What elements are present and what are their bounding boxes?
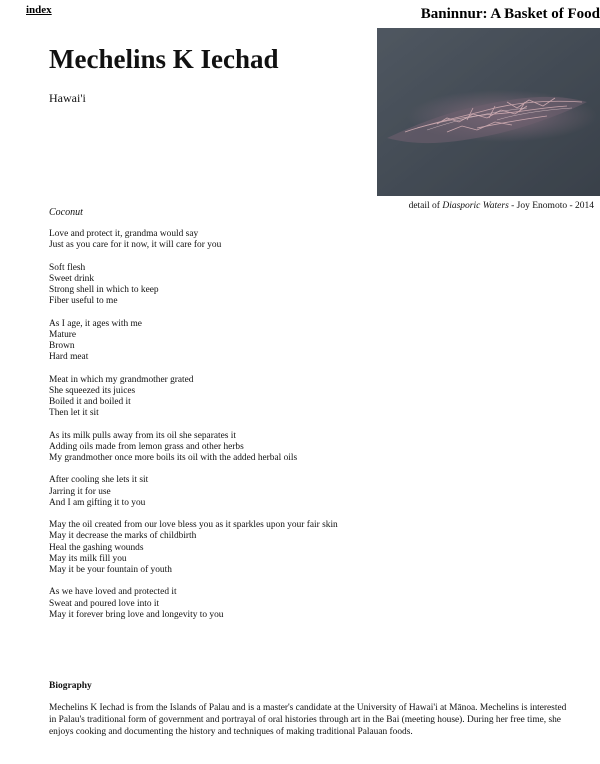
index-link[interactable]: index (26, 4, 52, 16)
poem-stanza (49, 475, 569, 509)
poet-location: Hawai'i (49, 91, 86, 105)
poem-line: And I am gifting it to you (49, 497, 146, 508)
poem-line: Sweat and poured love into it (49, 598, 160, 609)
poem-line: Boiled it and boiled it (49, 397, 131, 407)
artwork-image (377, 28, 600, 196)
poem-line: Adding oils made from lemon grass and other herbs (49, 441, 244, 452)
poem-line: As I age, it ages with me (49, 318, 142, 329)
poem-body (49, 229, 569, 632)
poem-line: Soft flesh (49, 262, 86, 273)
artwork-caption (409, 201, 594, 211)
poem-line: Jarring it for use (49, 486, 111, 497)
caption-suffix: - Joy Enomoto - 2014 (508, 201, 594, 211)
poem-line: Hard meat (49, 352, 89, 363)
poem-title: Coconut (49, 207, 83, 218)
poem-line: Brown (49, 341, 75, 351)
poem-line: May the oil created from our love bless you as it sparkles upon your fair skin (49, 520, 338, 531)
poem-stanza (49, 375, 569, 420)
poem-line: As we have loved and protected it (49, 587, 177, 598)
poem-line: Then let it sit (49, 408, 99, 419)
biography-text: Mechelins K Iechad is from the Islands of Palau and is a master's candidate at the University of Hawai'i at Mānoa. Mechelins is interested in Palau's traditional form of government and portrayal of oral histories through art in the Bai (meeting house). During her free time, she enjoys cooking and documenting the history and techniques of making traditional Palauan foods. (49, 703, 567, 738)
site-title: Baninnur: A Basket of Food (420, 6, 600, 22)
poem-line: Strong shell in which to keep (49, 285, 159, 295)
caption-prefix: detail of (408, 201, 443, 211)
poem-line: My grandmother once more boils its oil with the added herbal oils (49, 453, 298, 463)
poem-line: She squeezed its juices (49, 385, 136, 396)
poet-name: Mechelins K Iechad (49, 44, 279, 74)
poem-stanza (49, 587, 569, 621)
poem-line: May its milk fill you (49, 553, 127, 564)
poem-line: Meat in which my grandmother grated (49, 374, 194, 385)
poem-line: Sweet drink (49, 273, 95, 284)
poem-line: Fiber useful to me (49, 296, 118, 307)
poem-stanza (49, 263, 569, 308)
poem-stanza (49, 520, 569, 576)
poem-line: May it decrease the marks of childbirth (49, 531, 197, 542)
poem-line: Love and protect it, grandma would say (49, 229, 199, 239)
poem-line: Heal the gashing wounds (49, 542, 144, 553)
poem-stanza (49, 319, 569, 364)
biography-heading: Biography (49, 681, 92, 691)
poem-line: As its milk pulls away from its oil she separates it (49, 430, 236, 441)
poem-line: Just as you care for it now, it will care for you (49, 240, 222, 251)
poem-line: May it forever bring love and longevity to you (49, 609, 224, 620)
poem-line: May it be your fountain of youth (49, 565, 172, 575)
poem-line: Mature (49, 329, 77, 340)
poem-stanza (49, 229, 569, 251)
poem-line: After cooling she lets it sit (49, 475, 149, 486)
caption-title: Diasporic Waters (442, 201, 509, 211)
poem-stanza (49, 431, 569, 465)
